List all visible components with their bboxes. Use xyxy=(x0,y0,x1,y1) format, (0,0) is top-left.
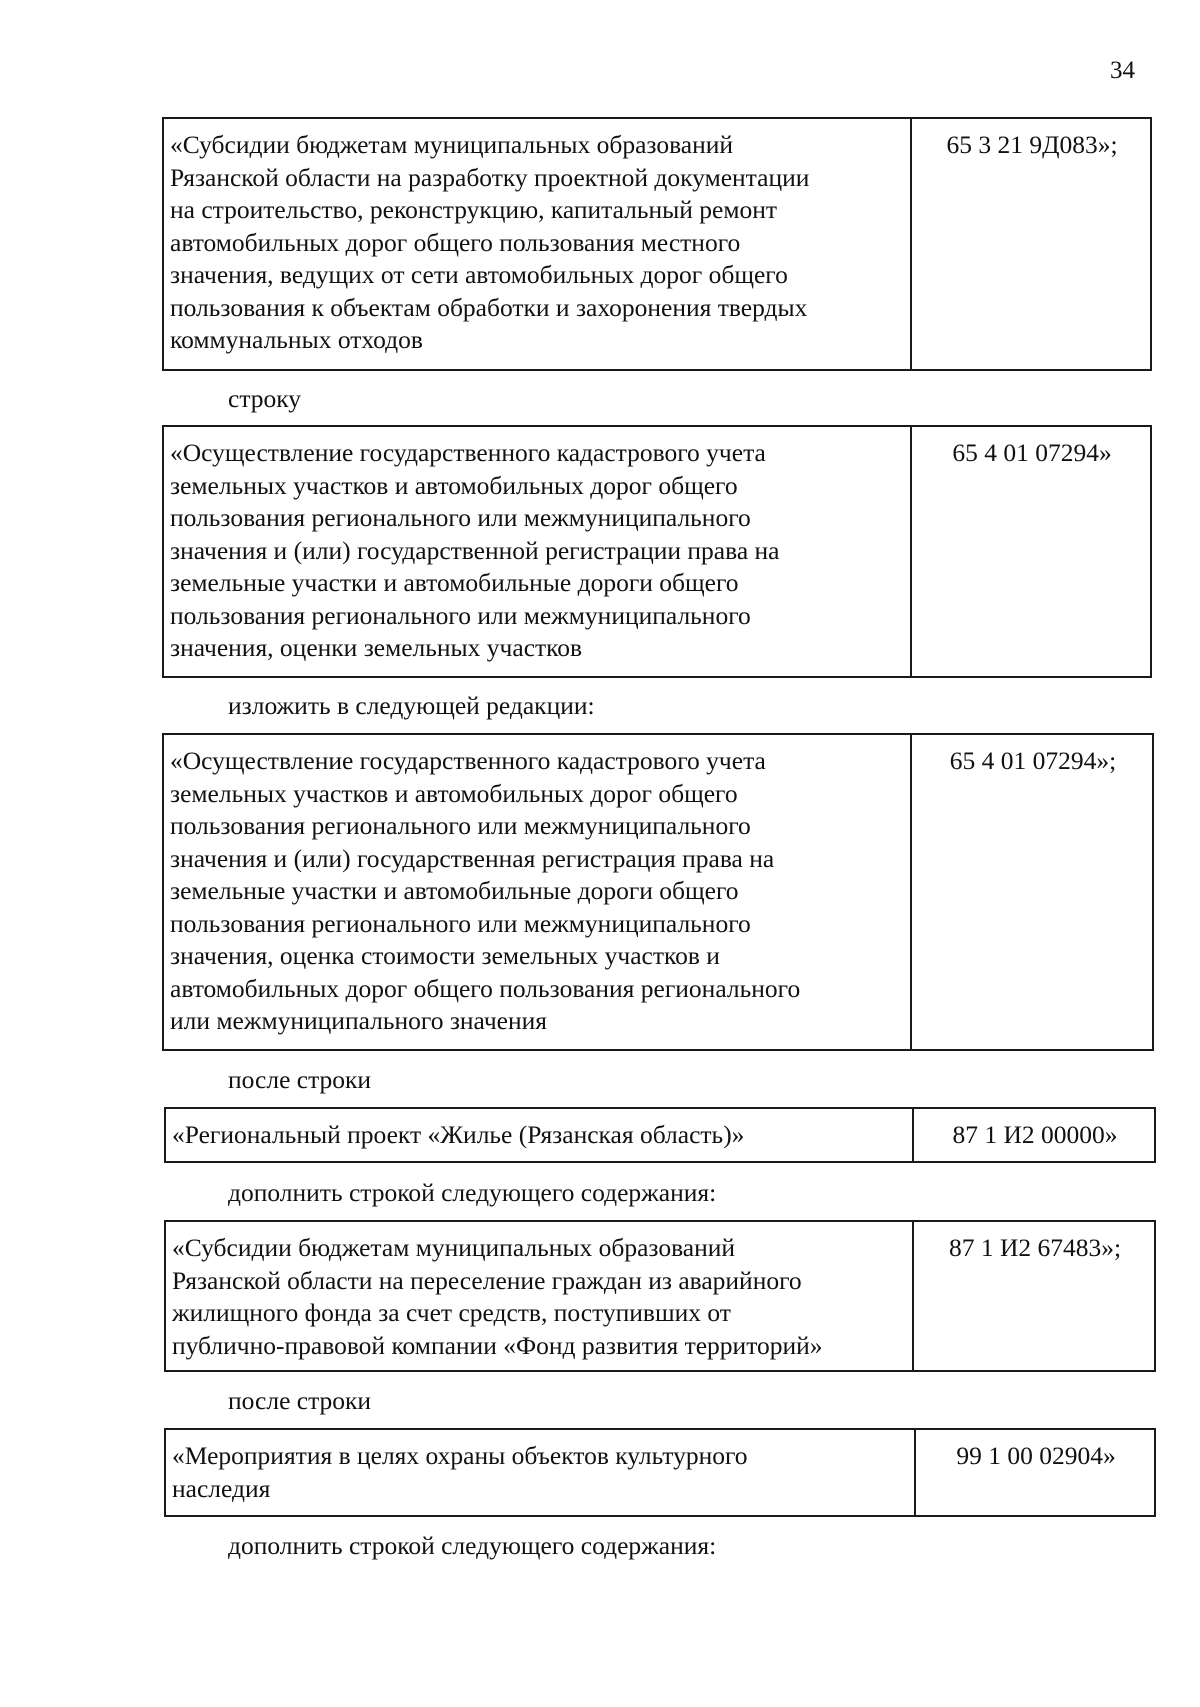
budget-line-name: «Региональный проект «Жилье (Рязанская область)» xyxy=(166,1109,914,1161)
instruction-text: строку xyxy=(228,384,302,413)
budget-line-name: «Мероприятия в целях охраны объектов культурного наследия xyxy=(166,1430,916,1515)
budget-line-table xyxy=(162,733,1154,1051)
budget-line-table xyxy=(164,1220,1156,1372)
instruction-text: после строки xyxy=(228,1065,372,1094)
budget-line-table xyxy=(162,425,1152,678)
budget-line-table xyxy=(164,1107,1156,1163)
budget-line-table xyxy=(164,1428,1156,1517)
budget-line-name: «Осуществление государственного кадастрового учета земельных участков и автомобильных дорог общего пользования регионального или межмуниципального значения и (или) государственная регистрация права на земельные участки и автомобильные дороги общего пользования регионального или межмуниципального значения, оценка стоимости земельных участков и автомобильных дорог общего пользования регионального или межмуниципального значения xyxy=(164,735,912,1049)
budget-line-code: 87 1 И2 67483»; xyxy=(948,1233,1122,1262)
page-number: 34 xyxy=(1110,57,1135,84)
budget-line-name: «Осуществление государственного кадастрового учета земельных участков и автомобильных дорог общего пользования регионального или межмуниципального значения и (или) государственной регистрации права на земельные участки и автомобильные дороги общего пользования регионального или межмуниципального значения, оценки земельных участков xyxy=(164,427,912,676)
budget-line-code: 65 4 01 07294» xyxy=(952,438,1112,467)
instruction-text: после строки xyxy=(228,1386,372,1415)
budget-line-code: 87 1 И2 00000» xyxy=(952,1120,1118,1149)
budget-line-code: 99 1 00 02904» xyxy=(956,1441,1116,1470)
budget-line-name: «Субсидии бюджетам муниципальных образований Рязанской области на переселение граждан из аварийного жилищного фонда за счет средств, поступивших от публично-правовой компании «Фонд развития территорий» xyxy=(166,1222,914,1370)
instruction-text: дополнить строкой следующего содержания: xyxy=(228,1178,717,1207)
budget-line-code: 65 3 21 9Д083»; xyxy=(946,130,1118,159)
budget-line-table xyxy=(162,117,1152,371)
instruction-text: дополнить строкой следующего содержания: xyxy=(228,1531,717,1560)
instruction-text: изложить в следующей редакции: xyxy=(228,691,595,720)
budget-line-name: «Субсидии бюджетам муниципальных образований Рязанской области на разработку проектной документации на строительство, реконструкцию, капитальный ремонт автомобильных дорог общего пользования местного значения, ведущих от сети автомобильных дорог общего пользования к объектам обработки и захоронения твердых коммунальных отходов xyxy=(164,119,912,369)
budget-line-code: 65 4 01 07294»; xyxy=(949,746,1117,775)
